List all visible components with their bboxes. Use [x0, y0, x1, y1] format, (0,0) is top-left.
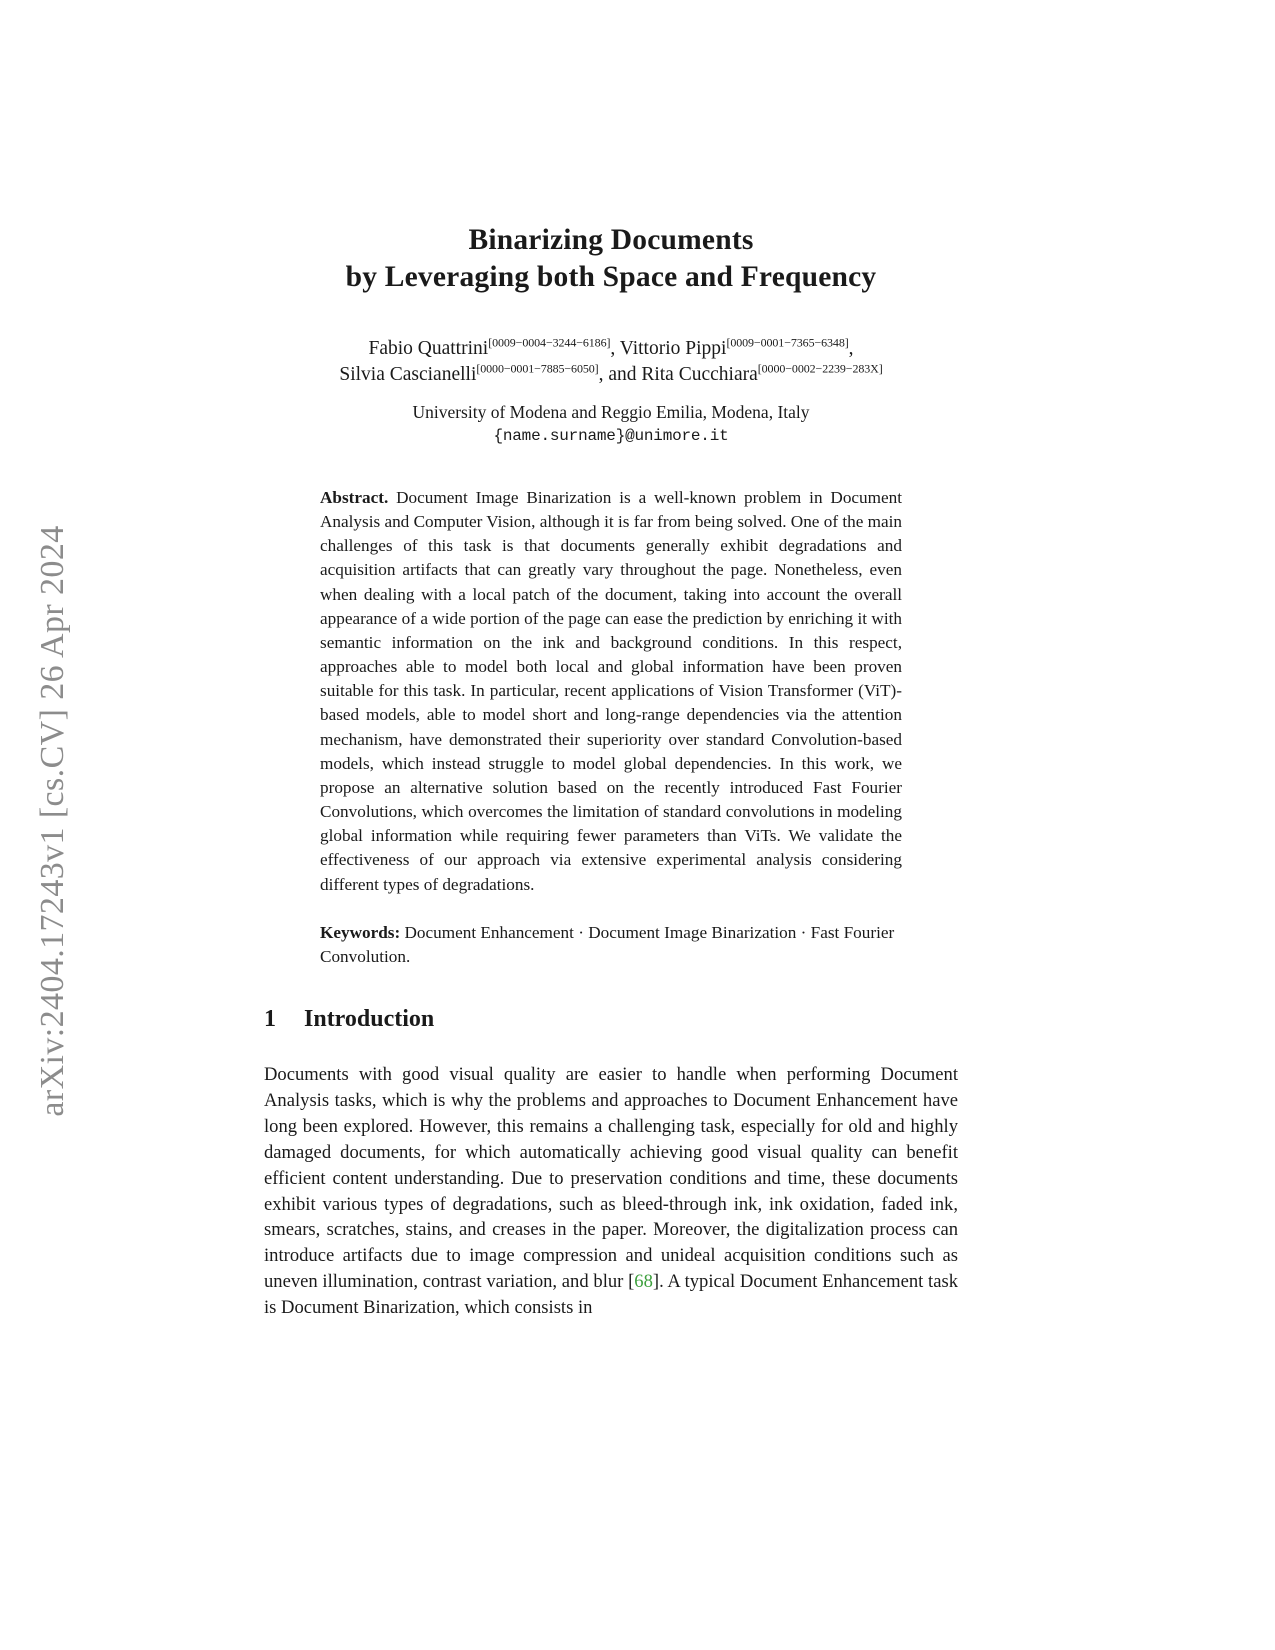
introduction-paragraph	[264, 1062, 958, 1321]
affiliation-institution: University of Modena and Reggio Emilia, Modena, Italy	[412, 402, 810, 422]
keywords-label: Keywords:	[320, 923, 401, 942]
author-name-3: Silvia Cascianelli	[339, 364, 477, 385]
citation-link-68[interactable]: 68	[634, 1271, 653, 1293]
author-separator-1: ,	[610, 338, 620, 359]
author-orcid-2: [0009−0001−7365−6348]	[726, 335, 849, 350]
affiliation-email: {name.surname}@unimore.it	[493, 427, 729, 445]
author-name-2: Vittorio Pippi	[619, 338, 727, 359]
abstract-label: Abstract.	[320, 488, 389, 507]
affiliation	[264, 400, 958, 448]
author-line-1	[264, 336, 958, 362]
author-name-1: Fabio Quattrini	[368, 338, 489, 359]
intro-text-part-1: Documents with good visual quality are easier to handle when performing Document Analysis tasks, which is why the problems and approaches to Document Enhancement have long been explored. However, this remains a challenging task, especially for old and highly damaged documents, for which automatically achieving good visual quality can benefit efficient content understanding. Due to preservation conditions and time, these documents exhibit various types of degradations, such as bleed-through ink, ink oxidation, faded ink, smears, scratches, stains, and creases in the paper. Moreover, the digitalization process can introduce artifacts due to image compression and unideal acquisition conditions such as uneven illumination, contrast variation, and blur [	[264, 1064, 958, 1293]
title-line-2: by Leveraging both Space and Frequency	[345, 261, 877, 293]
section-title: Introduction	[304, 1006, 435, 1032]
keywords	[320, 921, 902, 969]
author-name-4: Rita Cucchiara	[641, 364, 758, 385]
author-separator-3: , and	[598, 364, 642, 385]
intro-text-part-2: ]. A typical Document Enhancement task is Document Binarization, which consists in	[264, 1271, 958, 1319]
abstract-text: Document Image Binarization is a well-known problem in Document Analysis and Computer Vision, although it is far from being solved. One of the main challenges of this task is that documents generally exhibit degradations and acquisition artifacts that can greatly vary throughout the page. Nonetheless, even when dealing with a local patch of the document, taking into account the overall appearance of a wide portion of the page can ease the prediction by enriching it with semantic information on the ink and background conditions. In this respect, approaches able to model both local and global information have been proven suitable for this task. In particular, recent applications of Vision Transformer (ViT)-based models, able to model short and long-range dependencies via the attention mechanism, have demonstrated their superiority over standard Convolution-based models, which instead struggle to model global dependencies. In this work, we propose an alternative solution based on the recently introduced Fast Fourier Convolutions, which overcomes the limitation of standard convolutions in modeling global information while requiring fewer parameters than ViTs. We validate the effectiveness of our approach via extensive experimental analysis considering different types of degradations.	[320, 488, 903, 894]
title-line-1: Binarizing Documents	[468, 224, 754, 256]
author-line-2	[264, 362, 958, 388]
section-heading-introduction	[264, 1006, 958, 1033]
author-list	[264, 336, 958, 388]
author-orcid-4: [0000−0002−2239−283X]	[757, 361, 883, 376]
abstract	[320, 486, 902, 897]
section-number: 1	[264, 1006, 276, 1032]
author-orcid-3: [0000−0001−7885−6050]	[476, 361, 599, 376]
arxiv-stamp-text: arXiv:2404.17243v1 [cs.CV] 26 Apr 2024	[34, 525, 71, 1117]
author-orcid-1: [0009−0004−3244−6186]	[488, 335, 611, 350]
author-separator-2: ,	[848, 338, 854, 359]
page-title	[264, 222, 958, 296]
keywords-text: Document Enhancement · Document Image Binarization · Fast Fourier Convolution.	[320, 923, 895, 967]
